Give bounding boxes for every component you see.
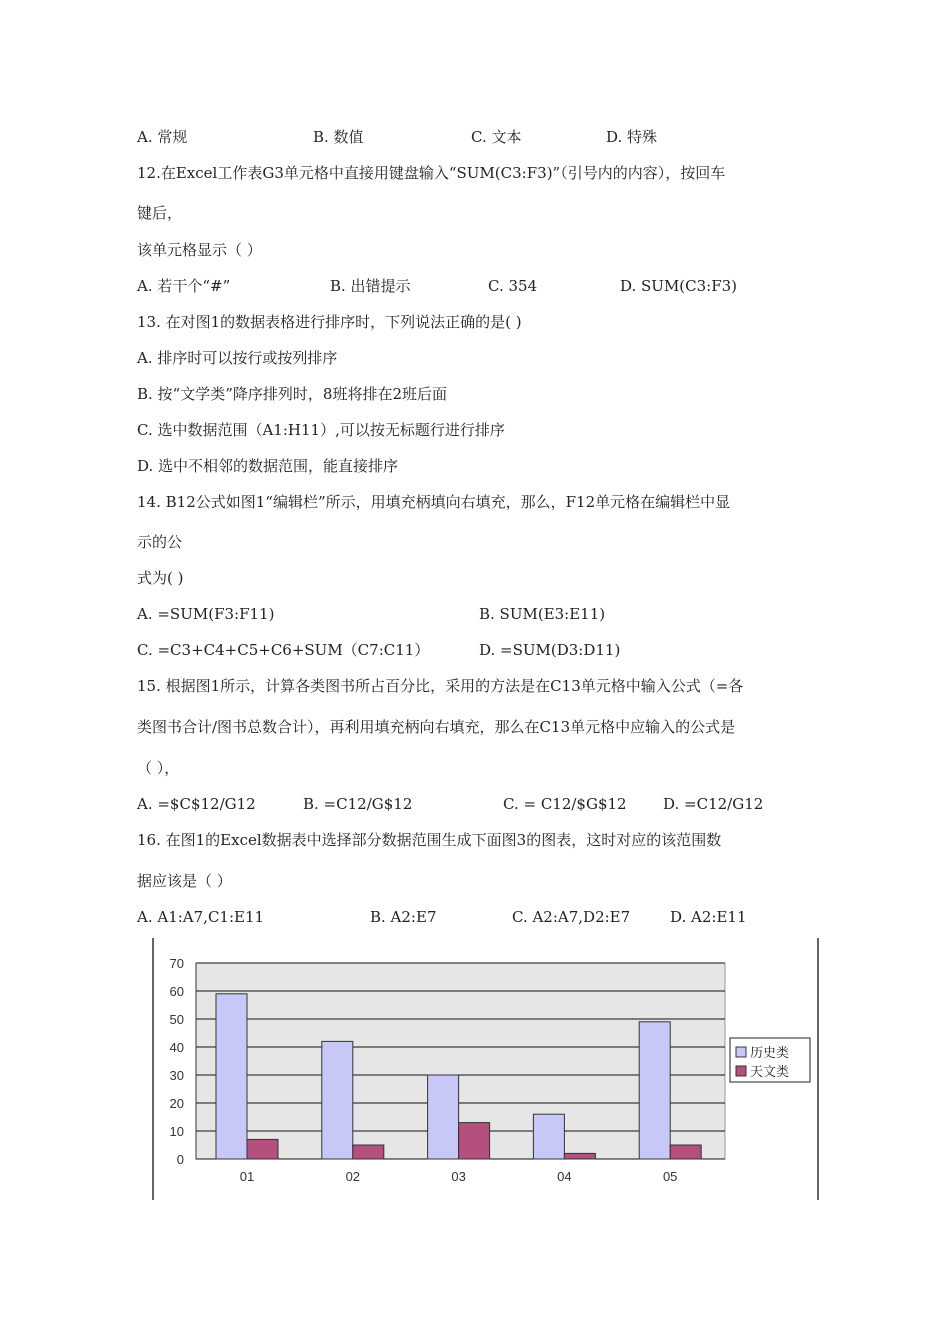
x-axis-ticks [240,1169,678,1184]
q13-option-d: D. 选中不相邻的数据范围，能直接排序 [137,457,399,475]
x-tick-label: 02 [345,1169,361,1184]
q14-stem-line2: 示的公 [137,533,183,551]
y-axis-ticks [170,956,184,1167]
bar-series2-04 [564,1153,595,1159]
q14-stem-line1: 14. B12公式如图1“编辑栏”所示，用填充柄填向右填充，那么，F12单元格在编辑栏中显 [137,493,731,511]
chart-svg [150,938,822,1200]
q14-option-b: B. SUM(E3:E11) [479,605,606,623]
q15-option-c: C. = C12/$G$12 [503,795,627,813]
q12-option-b: B. 出错提示 [330,277,411,295]
q15-option-d: D. =C12/G12 [663,795,764,813]
q13-stem: 13. 在对图1的数据表格进行排序时，下列说法正确的是( ) [137,313,522,331]
y-tick-label: 70 [169,956,184,971]
x-tick-label: 01 [239,1169,255,1184]
q12-stem-line2: 键后， [137,204,183,222]
bar-series1-02 [322,1041,353,1159]
y-tick-label: 20 [169,1096,184,1111]
bar-series2-03 [459,1123,490,1159]
bar-series2-01 [247,1139,278,1159]
y-tick-label: 0 [176,1152,184,1167]
q13-option-b: B. 按“文学类”降序排列时，8班将排在2班后面 [137,385,447,403]
legend-swatch [736,1066,746,1076]
q11-option-d: D. 特殊 [606,128,658,146]
q16-option-c: C. A2:A7,D2:E7 [512,908,631,926]
q16-option-d: D. A2:E11 [670,908,747,926]
q12-option-a: A. 若干个“#” [137,277,231,295]
q13-option-a: A. 排序时可以按行或按列排序 [137,349,338,367]
q12-stem-line3: 该单元格显示（ ） [137,241,262,259]
legend [730,1038,810,1082]
q12-option-c: C. 354 [488,277,538,295]
bar-series1-05 [639,1022,670,1159]
q16-option-a: A. A1:A7,C1:E11 [137,908,265,926]
q14-option-d: D. =SUM(D3:D11) [479,641,621,659]
q15-option-a: A. =$C$12/G12 [137,795,256,813]
bar-series1-01 [216,994,247,1159]
figure3-chart [150,938,822,1200]
y-tick-label: 50 [169,1012,184,1027]
q11-option-c: C. 文本 [471,128,522,146]
q16-stem-line1: 16. 在图1的Excel数据表中选择部分数据范围生成下面图3的图表，这时对应的该范围数 [137,831,722,849]
q12-option-d: D. SUM(C3:F3) [620,277,738,295]
bar-series2-02 [353,1145,384,1159]
y-tick-label: 10 [169,1124,184,1139]
bar-series1-03 [428,1075,459,1159]
x-tick-label: 04 [557,1169,572,1184]
y-tick-label: 40 [169,1040,184,1055]
q15-option-b: B. =C12/G$12 [303,795,413,813]
q16-stem-line2: 据应该是（ ） [137,872,232,890]
q14-option-c: C. =C3+C4+C5+C6+SUM（C7:C11） [137,641,430,659]
q16-option-b: B. A2:E7 [370,908,437,926]
legend-label: 天文类 [750,1065,790,1080]
x-tick-label: 03 [451,1169,466,1184]
bar-series2-05 [670,1145,701,1159]
q14-option-a: A. =SUM(F3:F11) [137,605,275,623]
q15-stem-line3: （ ）， [137,759,180,777]
q15-stem-line1: 15. 根据图1所示，计算各类图书所占百分比，采用的方法是在C13单元格中输入公式（=各 [137,677,744,695]
q13-option-c: C. 选中数据范围（A1:H11）,可以按无标题行进行排序 [137,421,505,439]
q12-stem-line1: 12.在Excel工作表G3单元格中直接用键盘输入“SUM(C3:F3)”（引号内的内容），按回车 [137,164,726,182]
legend-label: 历史类 [750,1046,790,1061]
q15-stem-line2: 类图书合计/图书总数合计），再利用填充柄向右填充，那么在C13单元格中应输入的公式是 [137,718,736,736]
bar-series1-04 [533,1114,564,1159]
y-tick-label: 30 [169,1068,184,1083]
q14-stem-line3: 式为( ) [137,569,184,587]
x-tick-label: 05 [662,1169,678,1184]
q11-option-b: B. 数值 [313,128,364,146]
legend-swatch [736,1047,746,1057]
q11-option-a: A. 常规 [137,128,188,146]
y-tick-label: 60 [169,984,184,999]
